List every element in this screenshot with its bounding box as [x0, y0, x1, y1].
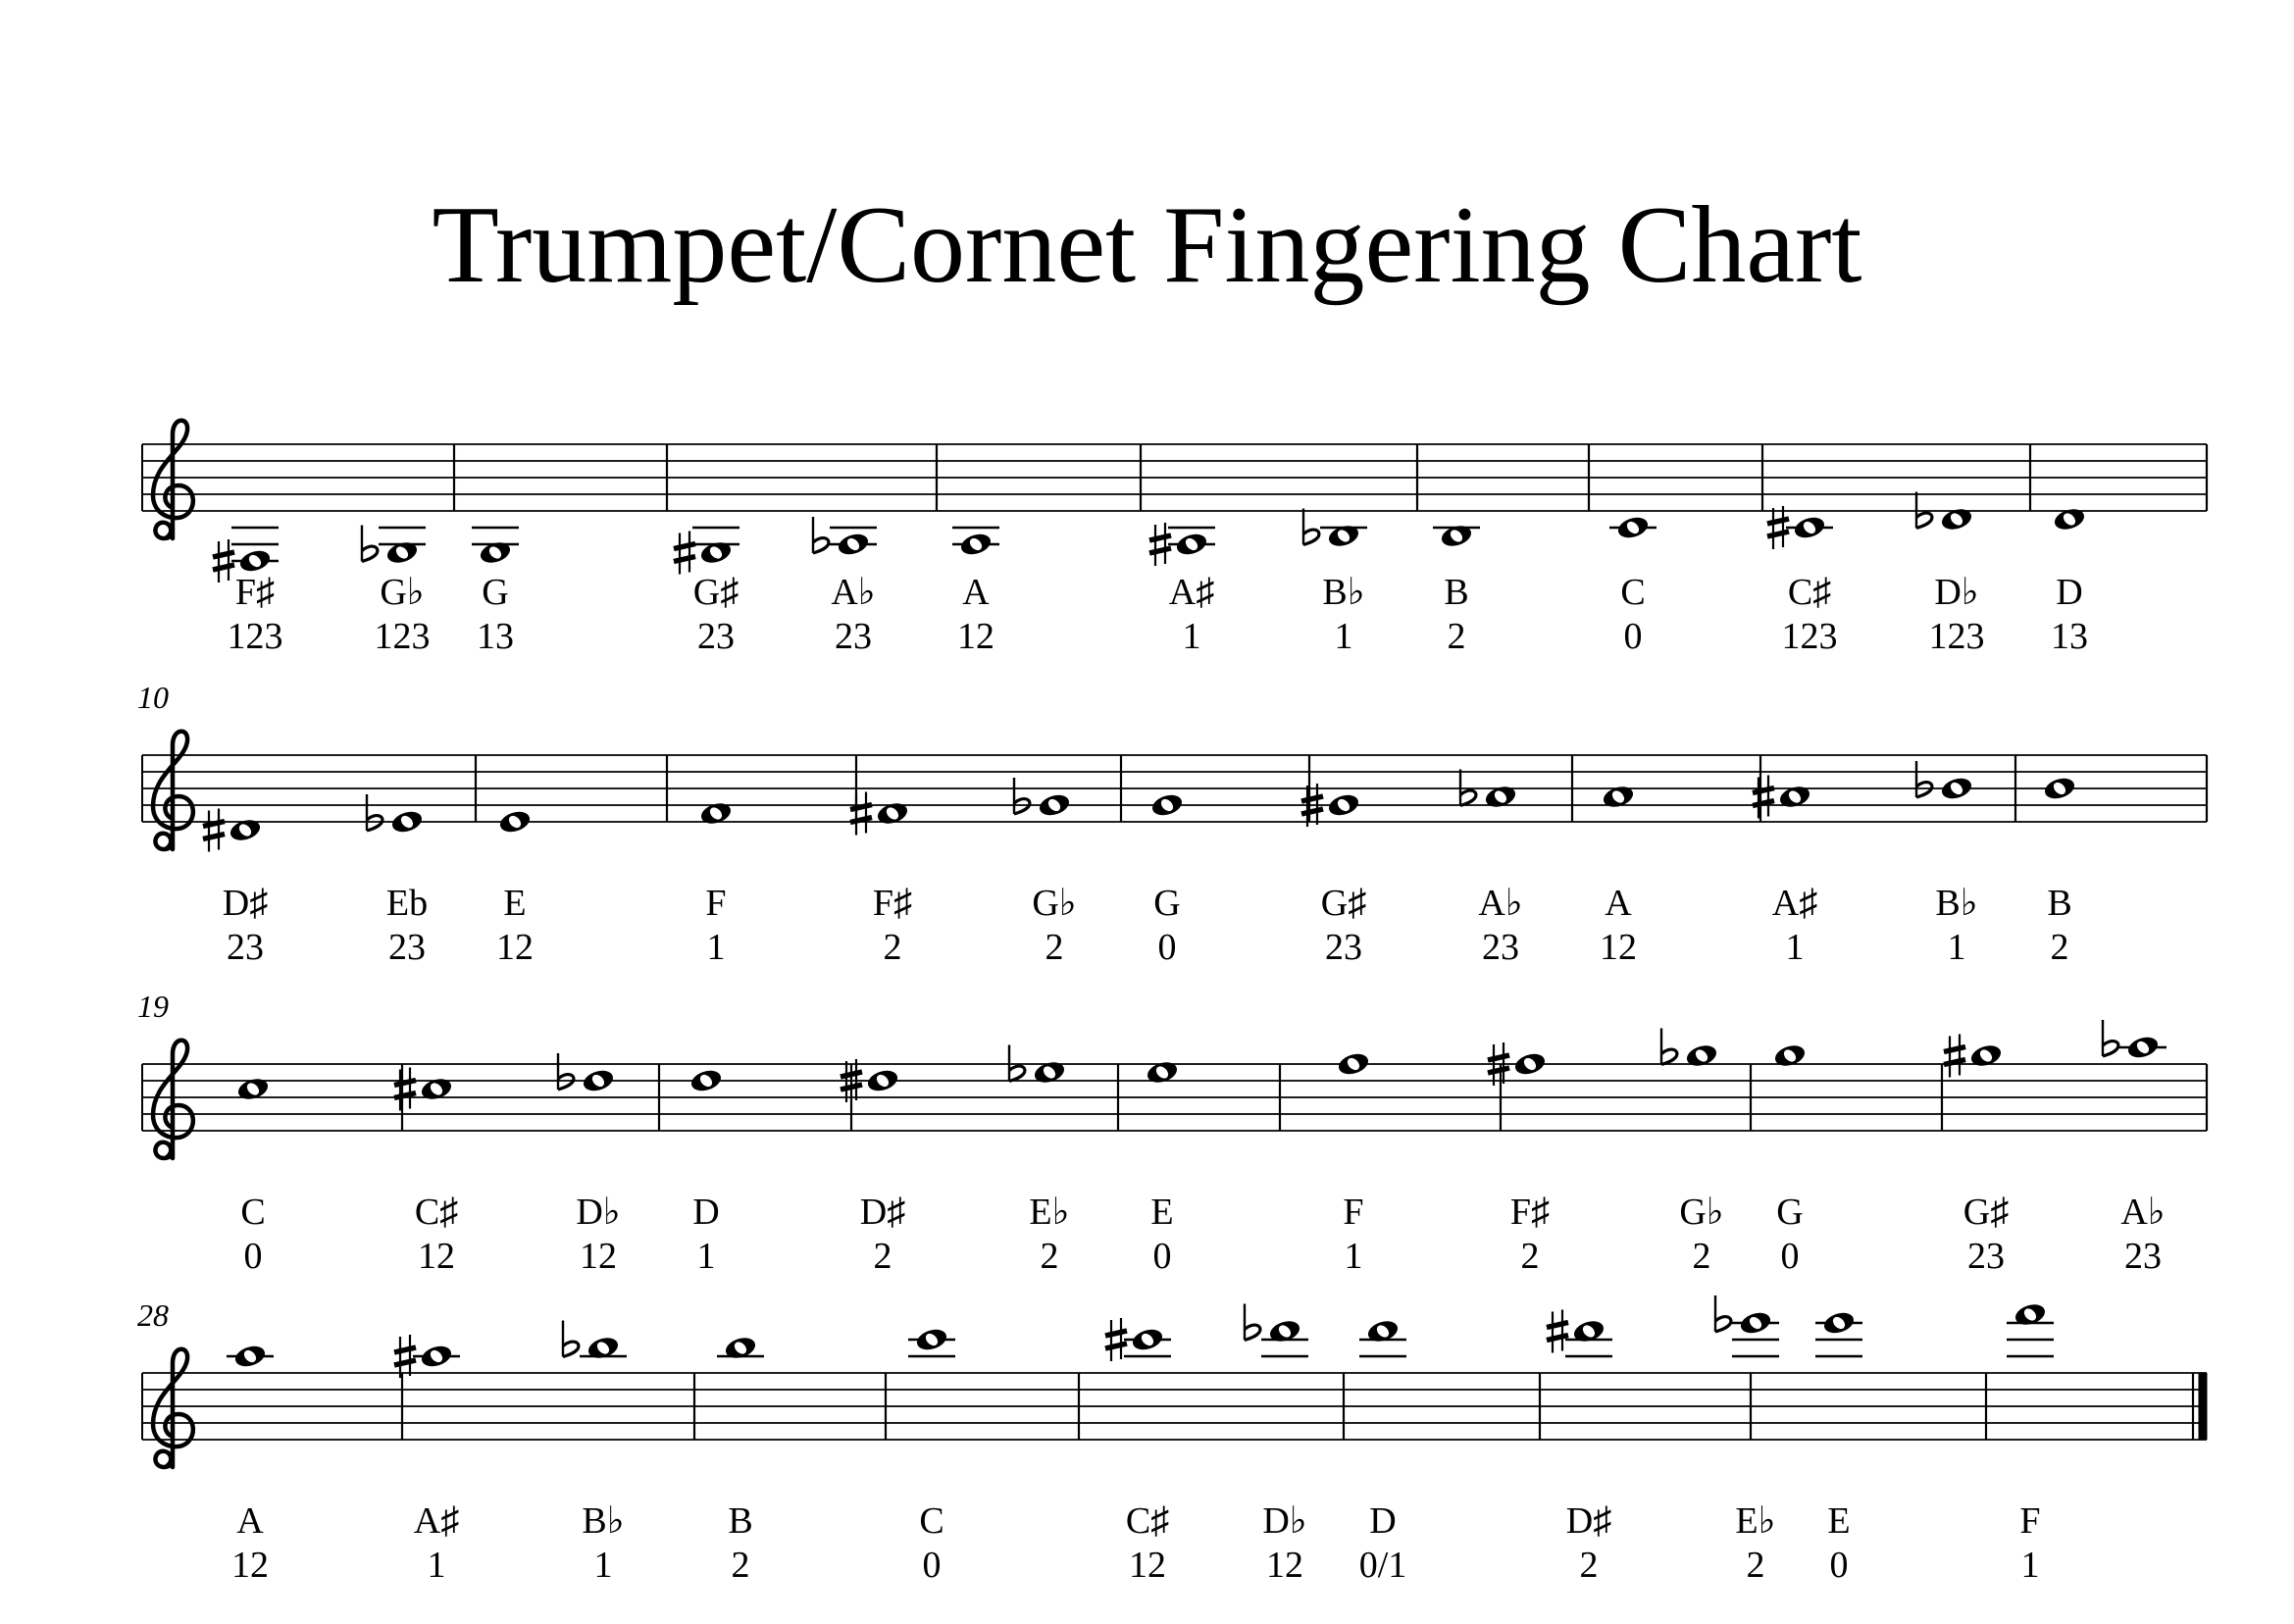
- sharp-icon: [394, 1068, 416, 1111]
- whole-note: [688, 1067, 723, 1094]
- whole-note: [952, 528, 999, 558]
- valve-fingering: 123: [227, 616, 283, 657]
- valve-fingering: 2: [1520, 1236, 1540, 1277]
- valve-fingering: 1: [1947, 927, 1966, 968]
- valve-fingering: 0: [1152, 1236, 1172, 1277]
- flat-icon: [1014, 778, 1030, 814]
- note-name: A♯: [413, 1500, 460, 1542]
- whole-note: [830, 528, 877, 558]
- valve-fingering: 23: [1325, 927, 1362, 968]
- valve-fingering: 123: [1781, 616, 1838, 657]
- valve-fingering: 12: [231, 1545, 269, 1586]
- whole-note: [1601, 784, 1635, 811]
- whole-note: [1777, 784, 1811, 811]
- note-name: D♭: [576, 1192, 621, 1233]
- valve-fingering: 12: [496, 927, 534, 968]
- whole-note: [1565, 1318, 1612, 1356]
- note-name: F♯: [1509, 1192, 1551, 1233]
- flat-icon: [1303, 509, 1319, 545]
- note-name: D♭: [1934, 572, 1979, 613]
- note-name: A♭: [1478, 883, 1523, 924]
- note-name: C♯: [1125, 1500, 1170, 1542]
- flat-icon: [1009, 1045, 1025, 1082]
- whole-note: [2042, 775, 2076, 802]
- whole-note: [580, 1335, 627, 1362]
- valve-fingering: 123: [374, 616, 431, 657]
- whole-note: [1732, 1309, 1779, 1356]
- valve-fingering: 2: [1040, 1236, 1059, 1277]
- whole-note: [235, 1076, 270, 1103]
- valve-fingering: 0/1: [1358, 1545, 1407, 1586]
- valve-fingering: 0: [922, 1545, 942, 1586]
- valve-fingering: 123: [1928, 616, 1985, 657]
- valve-fingering: 2: [1045, 927, 1064, 968]
- treble-clef-icon: [153, 1040, 193, 1158]
- note-name: Eb: [385, 883, 429, 924]
- whole-note: [497, 808, 532, 836]
- note-name: C: [240, 1192, 266, 1233]
- whole-note: [865, 1067, 899, 1094]
- treble-clef-icon: [153, 421, 193, 538]
- whole-note: [1168, 528, 1215, 558]
- note-name: B♭: [1935, 883, 1978, 924]
- valve-fingering: 2: [1692, 1236, 1711, 1277]
- whole-note: [1326, 791, 1360, 819]
- note-name: A: [236, 1500, 264, 1542]
- valve-fingering: 1: [593, 1545, 613, 1586]
- note-name: A♭: [831, 572, 876, 613]
- note-name: D♯: [1565, 1500, 1612, 1542]
- note-name: B: [1444, 572, 1469, 613]
- whole-note: [472, 528, 519, 566]
- sharp-icon: [850, 792, 872, 836]
- whole-note: [413, 1343, 460, 1370]
- note-name: D: [2056, 572, 2083, 613]
- note-name: F: [1343, 1192, 1364, 1233]
- measure-number: 19: [137, 989, 169, 1024]
- note-name: B♭: [582, 1500, 625, 1542]
- note-name: A♯: [1771, 883, 1818, 924]
- whole-note: [379, 528, 426, 566]
- whole-note: [1939, 506, 1973, 533]
- whole-note: [2007, 1301, 2054, 1356]
- whole-note: [1336, 1050, 1370, 1078]
- whole-note: [1939, 775, 1973, 802]
- note-name: F♯: [234, 572, 276, 613]
- valve-fingering: 2: [2050, 927, 2069, 968]
- note-name: B: [728, 1500, 753, 1542]
- whole-note: [698, 800, 733, 828]
- valve-fingering: 13: [2051, 616, 2088, 657]
- note-name: D♯: [222, 883, 269, 924]
- measure-number: 28: [137, 1297, 169, 1333]
- flat-icon: [1460, 770, 1476, 806]
- valve-fingering: 1: [1344, 1236, 1363, 1277]
- note-name: B: [2047, 883, 2072, 924]
- valve-fingering: 0: [1623, 616, 1643, 657]
- valve-fingering: 2: [873, 1236, 892, 1277]
- valve-fingering: 23: [227, 927, 264, 968]
- note-name: G♯: [1963, 1192, 2010, 1233]
- sharp-icon: [1149, 523, 1171, 566]
- valve-fingering: 12: [957, 616, 994, 657]
- valve-fingering: 23: [697, 616, 735, 657]
- valve-fingering: 12: [1266, 1545, 1303, 1586]
- whole-note: [692, 528, 739, 566]
- note-name: G♭: [1679, 1192, 1724, 1233]
- note-name: C♯: [414, 1192, 459, 1233]
- valve-fingering: 1: [2020, 1545, 2040, 1586]
- valve-fingering: 1: [427, 1545, 446, 1586]
- valve-fingering: 2: [731, 1545, 750, 1586]
- note-name: G: [1776, 1192, 1804, 1233]
- whole-note: [1261, 1318, 1308, 1356]
- whole-note: [1037, 791, 1071, 819]
- valve-fingering: 2: [883, 927, 902, 968]
- treble-clef-icon: [153, 1349, 193, 1467]
- whole-note: [1609, 514, 1657, 541]
- whole-note: [1145, 1059, 1179, 1087]
- flat-icon: [1245, 1304, 1260, 1341]
- note-name: A♭: [2120, 1192, 2166, 1233]
- measure-number: 10: [137, 680, 169, 715]
- note-name: E: [503, 883, 527, 924]
- valve-fingering: 12: [1129, 1545, 1166, 1586]
- valve-fingering: 0: [1157, 927, 1177, 968]
- whole-note: [875, 800, 909, 828]
- sharp-icon: [203, 809, 225, 852]
- note-name: E♭: [1029, 1192, 1070, 1233]
- note-name: G: [1153, 883, 1181, 924]
- note-name: A: [1605, 883, 1632, 924]
- flat-icon: [367, 794, 382, 831]
- whole-note: [2119, 1034, 2167, 1061]
- note-name: D: [1369, 1500, 1397, 1542]
- flat-icon: [1916, 492, 1932, 529]
- whole-note: [1433, 523, 1480, 550]
- whole-note: [228, 817, 262, 844]
- note-name: F♯: [872, 883, 913, 924]
- whole-note: [717, 1335, 764, 1362]
- valve-fingering: 0: [1780, 1236, 1800, 1277]
- note-name: G♯: [1320, 883, 1367, 924]
- note-name: F: [705, 883, 727, 924]
- sharp-icon: [1944, 1035, 1965, 1078]
- valve-fingering: 23: [1482, 927, 1519, 968]
- note-name: E: [1150, 1192, 1174, 1233]
- flat-icon: [558, 1053, 574, 1090]
- flat-icon: [563, 1321, 579, 1357]
- valve-fingering: 23: [835, 616, 872, 657]
- sharp-icon: [1547, 1310, 1568, 1353]
- sharp-icon: [213, 539, 234, 583]
- valve-fingering: 2: [1579, 1545, 1599, 1586]
- whole-note: [2052, 506, 2086, 533]
- note-name: C♯: [1787, 572, 1832, 613]
- note-name: D♭: [1262, 1500, 1307, 1542]
- valve-fingering: 1: [1785, 927, 1805, 968]
- note-name: D♯: [859, 1192, 906, 1233]
- valve-fingering: 1: [1182, 616, 1201, 657]
- whole-note: [1512, 1050, 1547, 1078]
- valve-fingering: 1: [706, 927, 726, 968]
- whole-note: [1032, 1059, 1066, 1087]
- valve-fingering: 0: [1829, 1545, 1849, 1586]
- valve-fingering: 1: [1334, 616, 1353, 657]
- whole-note: [1483, 784, 1517, 811]
- whole-note: [231, 528, 279, 575]
- page-title: Trumpet/Cornet Fingering Chart: [432, 184, 1862, 306]
- staff-system: [142, 1373, 2207, 1440]
- valve-fingering: 23: [388, 927, 426, 968]
- whole-note: [908, 1326, 955, 1356]
- note-name: E: [1827, 1500, 1851, 1542]
- valve-fingering: 23: [1967, 1236, 2005, 1277]
- valve-fingering: 13: [477, 616, 514, 657]
- note-name: G♯: [692, 572, 739, 613]
- whole-note: [581, 1067, 615, 1094]
- valve-fingering: 23: [2124, 1236, 2162, 1277]
- note-name: F: [2019, 1500, 2041, 1542]
- whole-note: [1359, 1318, 1406, 1356]
- valve-fingering: 12: [1600, 927, 1637, 968]
- whole-note: [1124, 1326, 1171, 1356]
- note-name: E♭: [1735, 1500, 1776, 1542]
- whole-note: [1786, 514, 1833, 541]
- note-name: B♭: [1322, 572, 1365, 613]
- note-name: D: [692, 1192, 720, 1233]
- sharp-icon: [674, 532, 695, 575]
- valve-fingering: 2: [1447, 616, 1466, 657]
- note-name: C: [1620, 572, 1646, 613]
- flat-icon: [1916, 761, 1932, 797]
- whole-note: [1149, 791, 1184, 819]
- flat-icon: [1661, 1029, 1677, 1065]
- valve-fingering: 0: [243, 1236, 263, 1277]
- flat-icon: [2103, 1020, 2118, 1056]
- valve-fingering: 1: [696, 1236, 716, 1277]
- note-name: C: [919, 1500, 944, 1542]
- valve-fingering: 12: [580, 1236, 617, 1277]
- staff-system: [142, 444, 2207, 511]
- whole-note: [1684, 1042, 1718, 1070]
- note-name: G♭: [380, 572, 425, 613]
- flat-icon: [1715, 1295, 1731, 1332]
- whole-note: [389, 808, 424, 836]
- valve-fingering: 2: [1746, 1545, 1765, 1586]
- sharp-icon: [1753, 776, 1774, 819]
- note-name: A♯: [1168, 572, 1215, 613]
- whole-note: [419, 1076, 453, 1103]
- whole-note: [1968, 1042, 2003, 1070]
- whole-note: [1320, 523, 1367, 550]
- treble-clef-icon: [153, 732, 193, 849]
- sharp-icon: [1767, 506, 1789, 549]
- valve-fingering: 12: [418, 1236, 455, 1277]
- note-name: A: [962, 572, 990, 613]
- whole-note: [227, 1343, 274, 1370]
- flat-icon: [362, 526, 378, 562]
- flat-icon: [813, 517, 829, 553]
- whole-note: [1772, 1042, 1807, 1070]
- sharp-icon: [1105, 1318, 1127, 1361]
- note-name: G♭: [1032, 883, 1077, 924]
- note-name: G: [482, 572, 509, 613]
- sharp-icon: [394, 1335, 416, 1378]
- whole-note: [1815, 1309, 1862, 1356]
